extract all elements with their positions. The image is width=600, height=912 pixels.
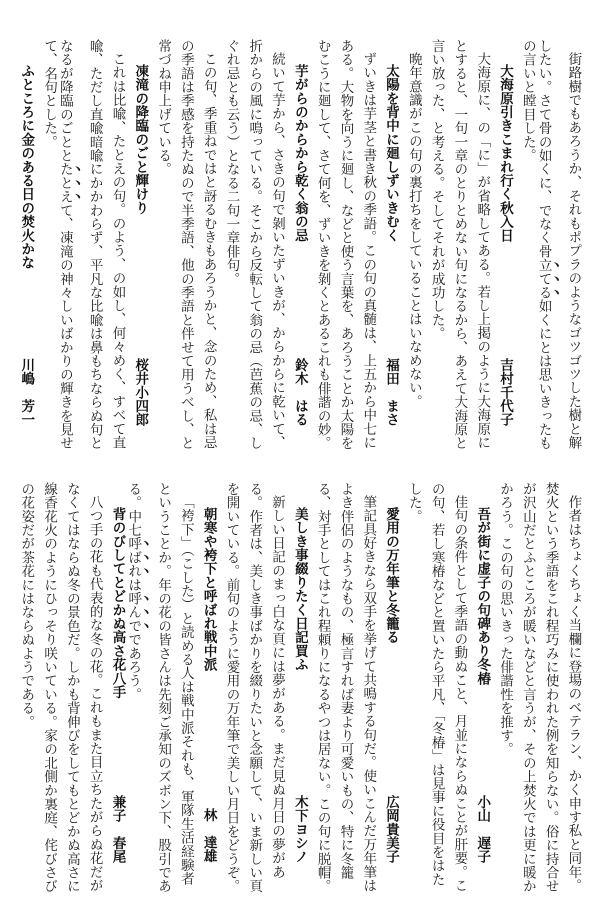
commentary-line: かろう。この句の思いきった俳諧性を推す。 [497,482,514,756]
haiku-author: 川嶋 芳一 [18,357,35,426]
haiku-author: 福田 まさ [383,357,400,426]
commentary-line [125,482,151,893]
commentary-line: 作者はちょくちょく当欄に登場のベテラン、かく申す私と同年。 [565,495,582,893]
commentary-line: の句、若し寒椿などと置いたら平凡、「冬椿」は見事に役目をはた [428,482,445,887]
haiku-text: 芋がらのからから乾く翁の忌 [291,64,308,243]
commentary-line: 焚火という季語をこれ程巧みに使われた例を知らない。俗に持合せ [542,482,559,893]
haiku-author: 桜井小四郎 [132,357,149,426]
haiku-author: 林 達雄 [200,808,217,863]
commentary-line: 新しい日記のまっ白な頁には夢がある。まだ見ぬ月日の夢があ [269,495,286,879]
commentary-line: 続いて芋から、さきの句で剝いたずいきが、からからに乾いて、 [269,52,286,450]
haiku-text: 大海原引きこまれ行く秋入日 [497,64,514,243]
commentary-line: 「袴下」（こした）と読める人は戦中派それも、軍隊生活経験者 [177,495,194,886]
haiku-author: 広岡貴美子 [383,794,400,863]
haiku-author: 兼子 春尾 [109,794,126,863]
haiku-author: 小山 遅子 [474,794,491,863]
emphasized-text: 立てる [535,258,552,300]
commentary-line: ある。大物を向うに廻し、などと使う言葉を、あろうことか太陽を [337,39,354,450]
haiku-text: 朝寒や袴下と呼ばれ戦中派 [200,507,217,672]
commentary-line: ということか。年の花の皆さんは先刻ご承知のズボン下、股引であ [155,482,172,893]
commentary-line: ぐれ忌とも云う）となる二句一章俳句。 [223,39,240,286]
commentary-line: 言い放った、と考える。そしてそれが成功した。 [428,39,445,341]
lower-text-block [14,482,584,893]
commentary-line: の花姿だが茶花にはならぬようである。 [18,482,35,729]
haiku-text: 愛用の万年筆と冬籠る [383,507,400,644]
commentary-line [56,39,83,451]
haiku-text: 美しき事綴りたく日記買ふ [291,507,308,672]
haiku-text: 背のびしてとどかぬ高さ花八手 [109,507,126,699]
haiku-entry [470,482,493,893]
commentary-line: 佳句の条件として季語の動ぬこと、月並にならぬことが肝要。こ [451,495,468,893]
commentary-line: むこうに廻して、さて何を、ずいきを剝くとあるこれも俳諧の妙。 [314,39,331,450]
commentary-line: て、名句とした。 [41,39,58,149]
emphasized-text: たとえ [56,162,73,204]
commentary-line: なくてはならぬ冬の景色だ。しかも背伸びをしてもとどかぬ高さに [63,482,80,893]
haiku-entry [14,39,37,450]
commentary-line: ずいきは芋茎と書き秋の季語。この句の真髄は、上五から中七に [360,52,377,450]
emphasized-text: 呼んで [125,591,142,633]
commentary-line: 喩、ただし直喩暗喩にかかわらず、平凡な比喩は鼻もちならぬ句と [86,39,103,450]
haiku-entry [106,482,129,893]
haiku-entry [379,39,402,450]
text-segment: であろう。 [125,632,142,702]
haiku-text: 吾が街に虚子の句碑あり冬椿 [474,507,491,686]
commentary-line: 大海原に、の「に」が省略してある。若し上掲のように大海原に [474,52,491,450]
text-segment: る。中七 [125,482,142,537]
commentary-line: 折からの風に鳴っている。そこから反転して翁の忌（芭蕉の忌、し [246,39,263,450]
commentary-line [535,39,562,451]
commentary-line: 街路樹でもあろうか、それもポプラのようなゴツゴツした樹と解 [565,52,582,450]
upper-text-block [14,39,584,450]
commentary-line: これは比喩、たとえの句。のよう、の如し、何々めく、すべて直 [109,52,126,450]
commentary-line: る。作者は、美しき事ばかりを綴りたいと念願して、いま新しい頁 [246,482,263,893]
commentary-line: 筆記具好きなら双手を挙げて共鳴する句だ。使いこんだ万年筆は [360,495,377,893]
commentary-line: した。 [405,482,422,524]
commentary-line: の季語は季感を持たぬので半季語、他の季語と伴せて用うべし、と [177,39,194,450]
commentary-line: 線香花火のようにひっそり咲いている。家の北側か裏庭、侘びさび [41,482,58,893]
commentary-line: とすると、一句一章のとりとめない句になるから、あえて大海原と [451,39,468,450]
emphasized-text: 呼ばれ [125,536,142,578]
haiku-entry [493,39,516,450]
haiku-author: 木下ヨシノ [291,794,308,863]
text-segment: したい。さて骨の如くに、でなく骨 [535,39,552,259]
commentary-line: る、対手としてはこれ程頼りになるやつは居ない。この句に脱帽。 [314,482,331,893]
haiku-entry [128,39,151,450]
text-segment: 如くにとは思いきったも [535,299,552,451]
commentary-line: が沢山だとふところが暖いなどと言うが、その上焚火では更に暖か [519,482,536,893]
haiku-entry [379,482,402,893]
commentary-line: 晩年意識がこの句の裏打ちをしていることはいなめない。 [405,52,422,409]
haiku-text: 太陽を背中に廻しずいきむく [383,64,400,243]
text-segment: なるが降臨のごとと [56,39,73,163]
haiku-entry [288,482,311,893]
text-segment: て、凍滝の神々しいばかりの輝きを見せ [56,203,73,451]
haiku-author: 鈴木 はる [291,357,308,426]
haiku-text: 凍滝の降臨のごと輝けり [132,64,149,215]
text-segment: は [125,577,142,592]
commentary-line: を開いている。前句のように愛用の万年筆で美しい月日をどうぞ。 [223,482,240,893]
commentary-line: よき伴侶のようなもの、極言すれば妻より可愛いもの、特に冬籠 [337,482,354,880]
commentary-line: この句、季重ねではと訝るむきもあろうかと、念のため、私は忌 [200,52,217,450]
haiku-text: ふところに金のある日の焚火かな [18,64,35,270]
commentary-line: の言いと瞠目した。 [519,39,536,163]
commentary-line: 常づね申上げている。 [155,39,172,176]
haiku-entry [197,482,220,893]
haiku-author: 吉村千代子 [497,357,514,426]
haiku-entry [288,39,311,450]
commentary-line: 八つ手の花も代表的な冬の花。これもまた目立ちたがらぬ花だが [86,495,103,893]
